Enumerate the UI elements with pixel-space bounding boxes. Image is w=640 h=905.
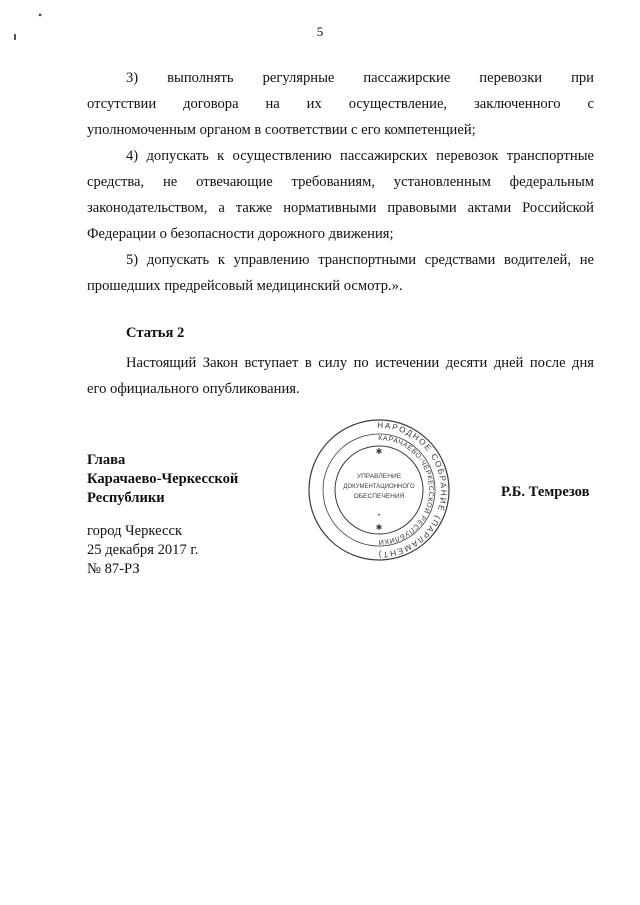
text-line: 5) допускать к управлению транспортными средствами водителей, не [126,252,594,268]
text-line: его официального опубликования. [87,381,300,397]
list-item-4 [87,143,594,247]
text-line: Настоящий Закон вступает в силу по истечении десяти дней после дня [126,355,594,371]
list-item-3 [87,65,594,143]
seal-center-line: УПРАВЛЕНИЕ [356,473,402,480]
text-line: 3) выполнять регулярные пассажирские перевозки при [126,70,594,86]
seal-star-top: ✱ [375,447,383,456]
article-text [87,350,594,402]
signature-title-line: Глава [87,452,126,468]
law-number: № 87-РЗ [87,561,140,577]
signer-name: Р.Б. Темрезов [501,484,590,500]
seal-outer-text: НАРОДНОЕ СОБРАНИЕ (ПАРЛАМЕНТ) [377,420,449,560]
seal-inner-ring [335,446,423,534]
signature-title-line: Республики [87,490,165,506]
corner-mark: • [38,8,43,22]
list-item-5-continuation [87,273,594,299]
article-title: Статья 2 [126,325,185,341]
list-item-4-continuation [87,169,594,247]
city: город Черкесск [87,523,183,539]
text-line: Федерации о безопасности дорожного движения; [87,226,394,242]
seal-center-line: ДОКУМЕНТАЦИОННОГО [343,484,415,490]
signature-title-line: Карачаево-Черкесской [87,471,239,487]
seal-inner-text: КАРАЧАЕВО-ЧЕРКЕССКОЙ РЕСПУБЛИКИ [377,434,435,546]
article-text-continuation [87,376,594,402]
page-number: 5 [316,24,324,39]
text-line: прошедших предрейсовый медицинский осмотр.». [87,278,403,294]
seal-dot: • [377,512,381,519]
list-item-4-text [87,143,594,169]
list-item-5 [87,247,594,299]
text-line: законодательством, а также нормативными правовыми актами Российской [87,200,594,216]
seal-center-line: ОБЕСПЕЧЕНИЯ [353,493,405,500]
text-line: уполномоченным органом в соответствии с его компетенцией; [87,122,476,138]
text-line: отсутствии договора на их осуществление, заключенного с [87,96,594,112]
list-item-3-text [87,65,594,91]
date: 25 декабря 2017 г. [87,542,199,558]
signature-title [87,451,238,508]
list-item-5-text [87,247,594,273]
list-item-3-continuation [87,91,594,143]
article-text-first [87,350,594,376]
place-date-number [87,522,198,579]
official-seal [307,418,451,562]
text-line: 4) допускать к осуществлению пассажирских перевозок транспортные [126,148,594,164]
text-line: средства, не отвечающие требованиям, установленным федеральным [87,174,594,190]
seal-star-bottom: ✱ [375,523,383,532]
